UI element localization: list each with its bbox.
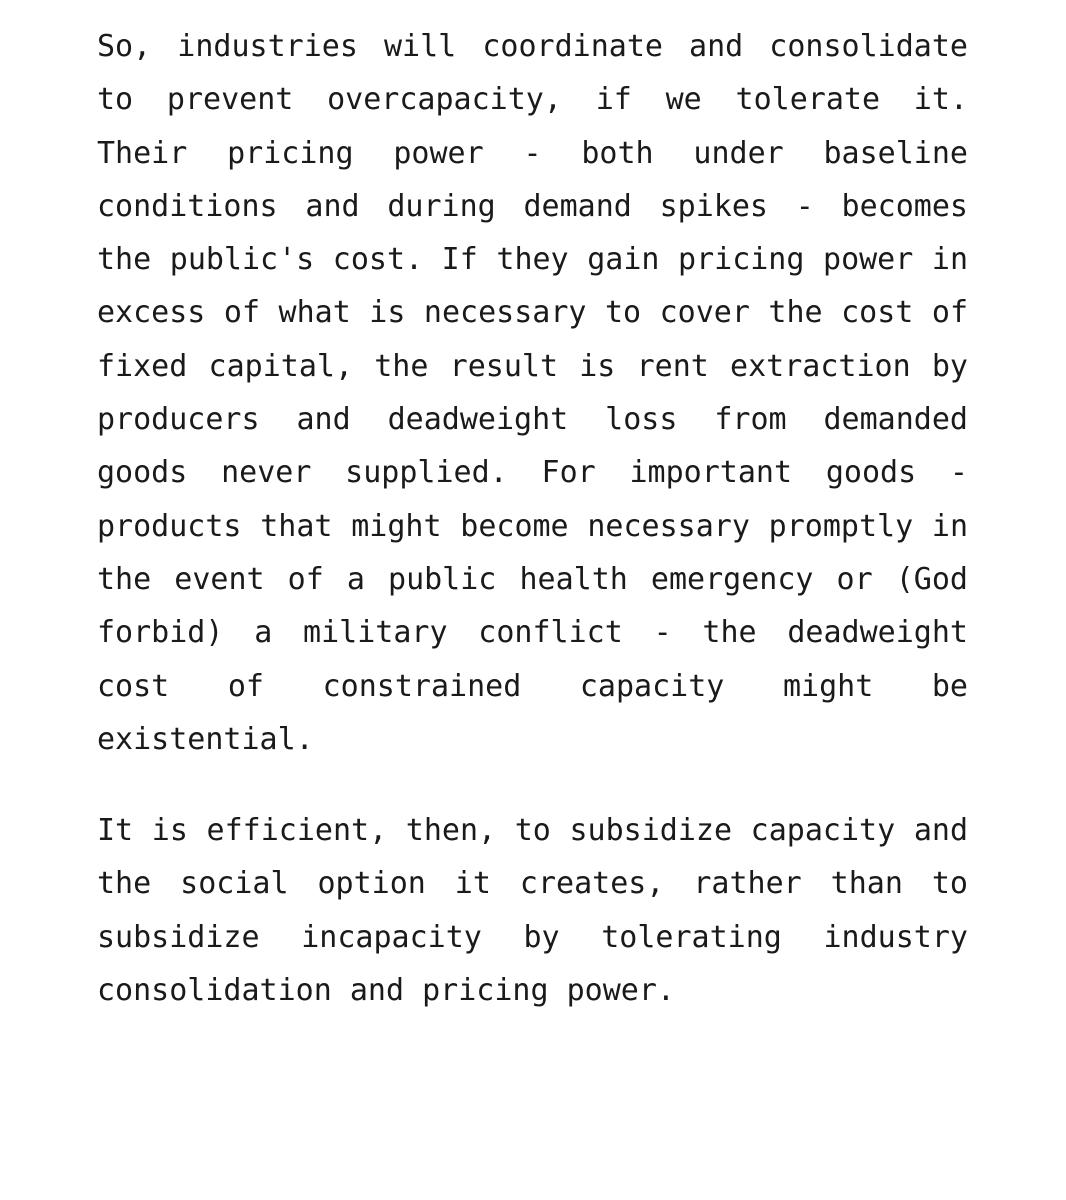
paragraph-subsidize-capacity: It is efficient, then, to subsidize capacity and the social option it creates, rather than to subsidize incapacity by tolerating industry consolidation and pricing power. — [97, 813, 968, 1009]
paragraph-overcapacity: So, industries will coordinate and consolidate to prevent overcapacity, if we tolerate it. Their pricing power - both under baseline conditions and during demand spikes - becomes the public's cost. If they gain pricing power in excess of what is necessary to cover the cost of fixed capital, the result is rent extraction by producers and deadweight loss from demanded goods never supplied. For important goods - products that might become necessary promptly in the event of a public health emergency or (God forbid) a military conflict - the deadweight cost of constrained capacity might be existential. — [97, 29, 968, 757]
document-body — [97, 20, 968, 1017]
